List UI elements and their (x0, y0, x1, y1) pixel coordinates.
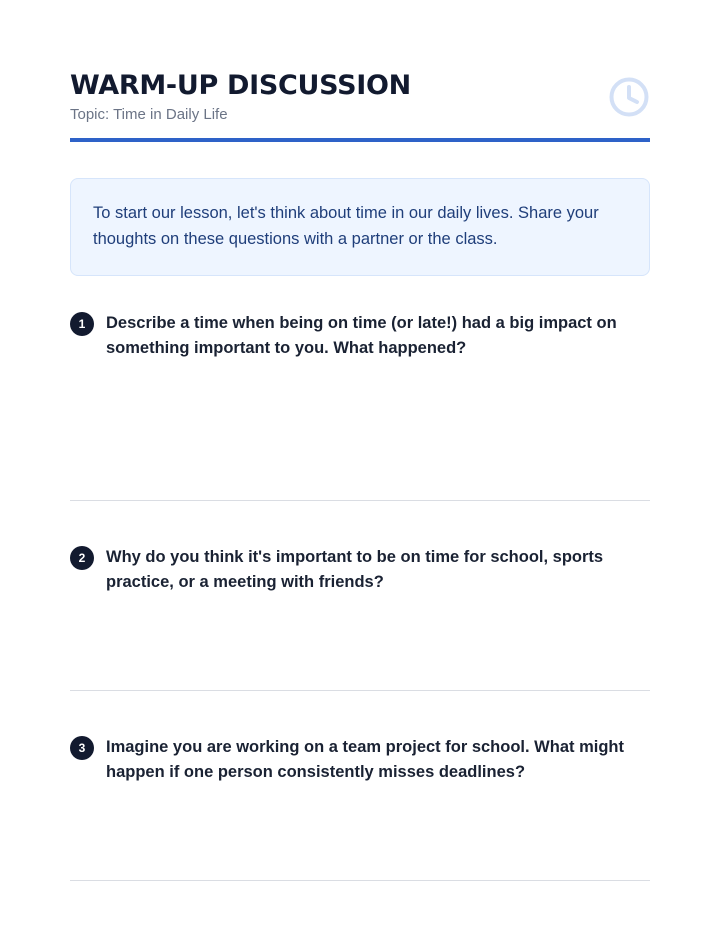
question-list (70, 311, 650, 881)
question-text: Why do you think it's important to be on time for school, sports practice, or a meeting with friends? (106, 548, 604, 591)
question-item (70, 691, 650, 881)
question-item (70, 311, 650, 501)
intro-text: To start our lesson, let's think about time in our daily lives. Share your thoughts on these questions with a partner or the class. (93, 204, 599, 248)
page-title: WARM-UP DISCUSSION (70, 70, 411, 101)
question-number-badge: 2 (70, 546, 94, 570)
question-item (70, 501, 650, 691)
intro-box (70, 178, 650, 276)
page-header (70, 70, 650, 142)
question-number-badge: 3 (70, 736, 94, 760)
question-text: Imagine you are working on a team project for school. What might happen if one person consistently misses deadlines? (106, 738, 624, 781)
question-number-badge: 1 (70, 312, 94, 336)
page-subtitle: Topic: Time in Daily Life (70, 106, 228, 123)
question-text: Describe a time when being on time (or late!) had a big impact on something important to you. What happened? (106, 314, 617, 357)
clock-icon (608, 76, 650, 118)
